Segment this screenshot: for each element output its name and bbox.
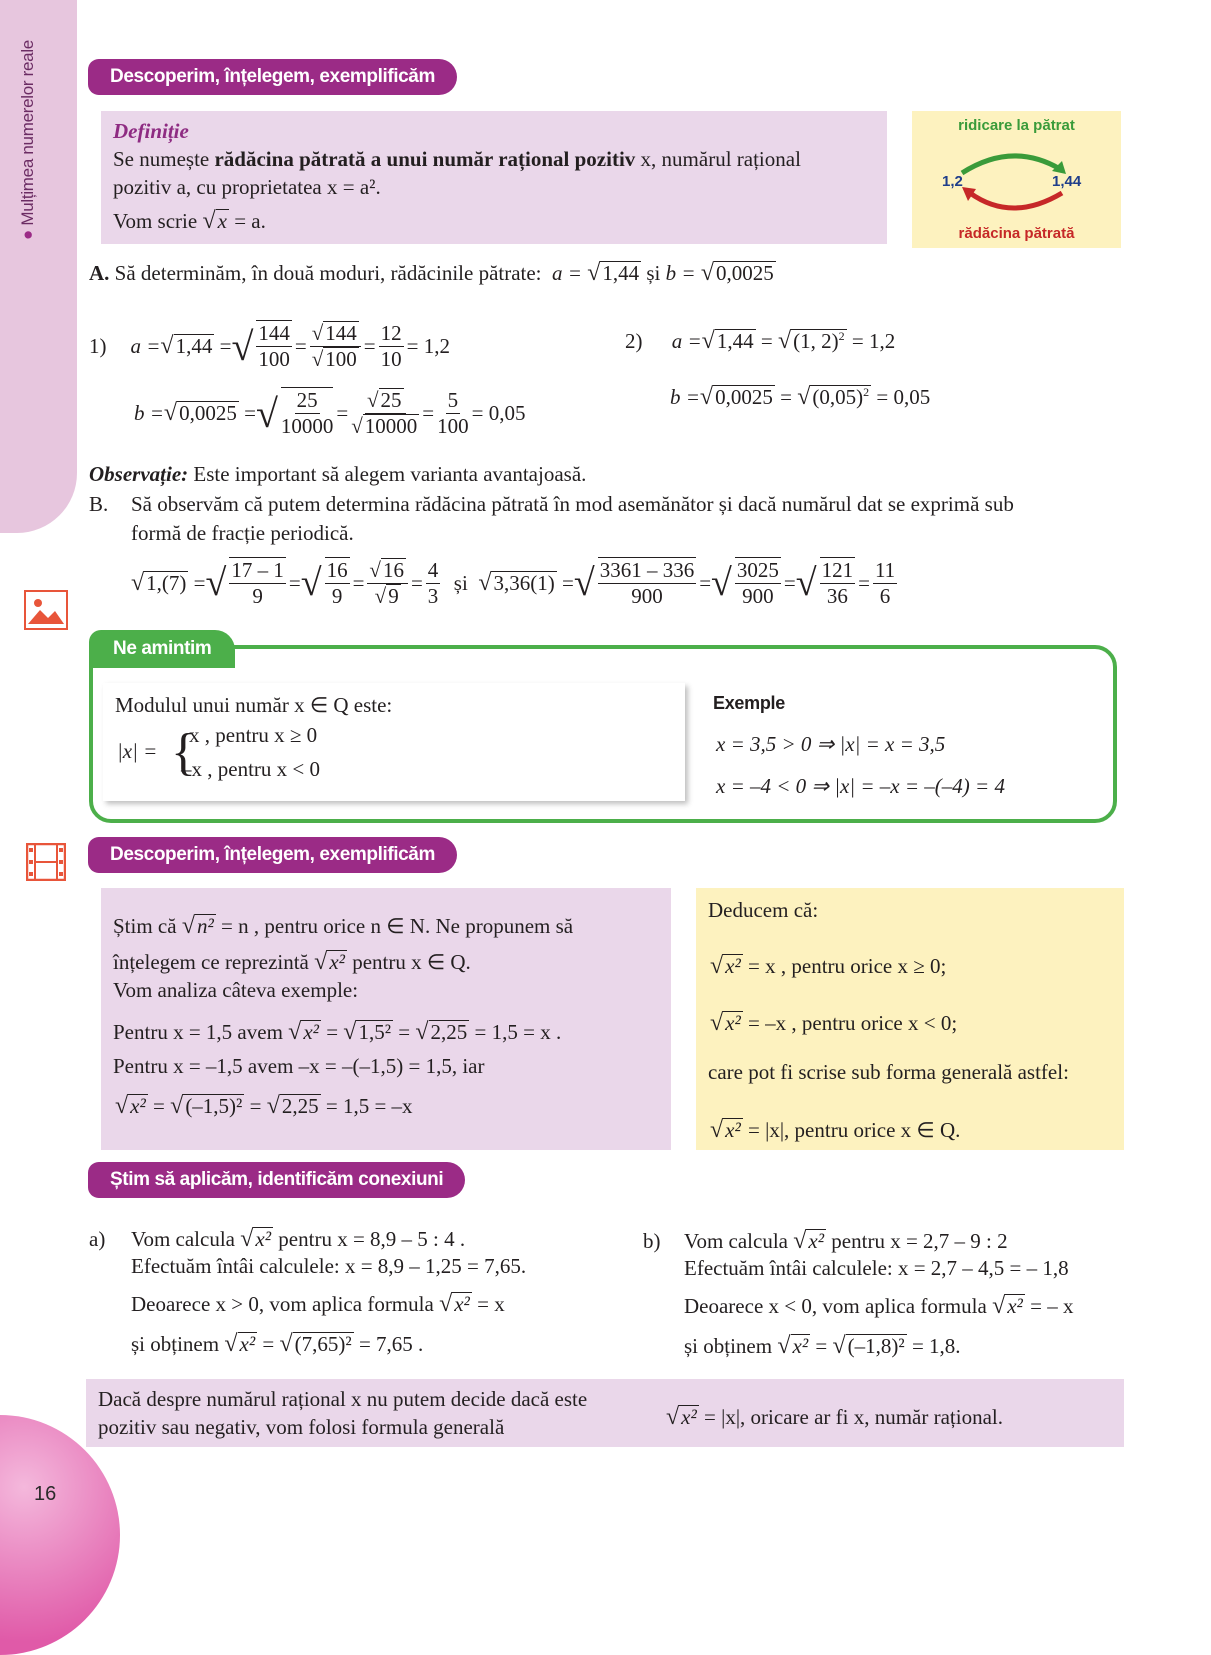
example-a-label: a) (89, 1227, 106, 1251)
modulus-lhs: |x| = (117, 739, 158, 763)
definition-title: Definiție (113, 119, 189, 143)
section-heading-3: Știm să aplicăm, identificăm conexiuni (88, 1162, 465, 1198)
method-1-b: b = √ 0,0025 = √ $\frac{25}{10000}$ = $\frac{√25}{√10000}$ = $\frac{5}{100}$ = 0,05 (134, 387, 526, 438)
method-1-a: 1) a = √ 1,44 = √ $\frac{144}{100}$ = $\frac{√144}{√100}$ = $\frac{12}{10}$ = 1,2 (89, 320, 450, 371)
modulus-definition (103, 683, 685, 801)
deduction-line-4: care pot fi scrise sub forma generală astfel: (708, 1060, 1069, 1084)
general-formula-note (86, 1379, 1124, 1447)
sqrt-x-squared-explanation (101, 888, 671, 1150)
examples-title: Exemple (713, 693, 785, 713)
part-b-examples: √ 1,(7) = √ $\frac{17 - 1}{9}$ = √ $\frac{16}{9}$ = $\frac{√16}{√9}$ = $\frac{4}{3}$ și √ 3,36(1) = √ $\frac{3361 - 336}{900}$ = √ $\frac{3025}{900}$ = √ $\frac{121}{36}$ = $\frac{11}{6}$ (131, 557, 896, 608)
deduction-line-5: √x² = |x|, pentru orice x ∈ Q. (710, 1117, 961, 1143)
remember-heading: Ne amintim (89, 630, 235, 668)
example-a-line-1: Vom calcula √x² pentru x = 8,9 – 5 : 4 . (131, 1226, 466, 1252)
note-formula: √x² = |x|, oricare ar fi x, număr rațional. (666, 1404, 1004, 1430)
chapter-sidebar (0, 0, 77, 533)
brace: { (171, 724, 196, 781)
example-b-line-1: Vom calcula √x² pentru x = 2,7 – 9 : 2 (684, 1228, 1008, 1254)
deduction-line-2: √x² = x , pentru orice x ≥ 0; (710, 953, 947, 979)
definition-box (101, 111, 887, 244)
example-a-line-2: Efectuăm întâi calculele: x = 8,9 – 1,25 = 7,65. (131, 1254, 527, 1278)
modulus-intro: Modulul unui număr x ∈ Q este: (115, 693, 393, 717)
method-2-a: 2) a =√1,44 = √(1, 2)$^2$ = 1,2 (625, 328, 896, 354)
modulus-case-1: x , pentru x ≥ 0 (189, 723, 318, 747)
explanation-line-5: Pentru x = –1,5 avem –x = –(–1,5) = 1,5, iar (113, 1054, 485, 1078)
diagram-top-label: ridicare la pătrat (958, 117, 1075, 134)
example-b-label: b) (643, 1229, 661, 1253)
section-heading-1: Descoperim, înțelegem, exemplificăm (88, 59, 457, 95)
square-root-diagram (912, 111, 1121, 248)
example-1: x = 3,5 > 0 ⇒ |x| = x = 3,5 (716, 732, 946, 756)
part-a-statement: A. Să determinăm, în două moduri, rădăcinile pătrate: a = √1,44 și b = √0,0025 (89, 260, 774, 286)
note-line-1: Dacă despre numărul rațional x nu putem decide dacă este (98, 1387, 588, 1411)
chapter-title: ● Mulțimea numerelor reale (18, 40, 37, 240)
explanation-line-4: Pentru x = 1,5 avem √x² = √1,5² = √2,25 = 1,5 = x . (113, 1019, 562, 1045)
section-heading-2: Descoperim, înțelegem, exemplificăm (88, 837, 457, 873)
method-2-b: $b =√0,0025 = √(0,05)^2 = 0,05$ (670, 384, 931, 410)
example-2: x = –4 < 0 ⇒ |x| = –x = –(–4) = 4 (716, 774, 1005, 798)
explanation-line-1: Știm că √n² = n , pentru orice n ∈ N. Ne propunem să (113, 913, 574, 939)
deduction-line-3: √x² = –x , pentru orice x < 0; (710, 1010, 958, 1036)
modulus-case-2: –x , pentru x < 0 (181, 757, 320, 781)
example-a-line-3: Deoarece x > 0, vom aplica formula √x² = x (131, 1291, 505, 1317)
diagram-left-value: 1,2 (942, 173, 963, 190)
explanation-line-6: √x² = √(–1,5)² = √2,25 = 1,5 = –x (115, 1093, 413, 1119)
definition-line-1: Se numește rădăcina pătrată a unui număr rațional pozitiv x, numărul rațional (113, 147, 801, 171)
film-icon[interactable] (26, 843, 66, 881)
explanation-line-3: Vom analiza câteva exemple: (113, 978, 359, 1002)
example-a-line-4: și obținem √x² = √(7,65)² = 7,65 . (131, 1331, 424, 1357)
part-b-label: B. (89, 492, 109, 516)
example-b-line-2: Efectuăm întâi calculele: x = 2,7 – 4,5 = – 1,8 (684, 1256, 1069, 1280)
diagram-right-value: 1,44 (1052, 173, 1082, 190)
observation: Observație: Este important să alegem varianta avantajoasă. (89, 462, 587, 486)
definition-line-3: Vom scrie √x = a. (113, 208, 266, 234)
definition-line-2: pozitiv a, cu proprietatea x = a². (113, 175, 381, 199)
deduction-box (696, 888, 1124, 1150)
diagram-bottom-label: rădăcina pătrată (958, 225, 1075, 242)
explanation-line-2: înțelegem ce reprezintă √x² pentru x ∈ Q. (113, 949, 471, 975)
example-b-line-4: și obținem √x² = √(–1,8)² = 1,8. (684, 1333, 961, 1359)
page-number: 16 (34, 1483, 57, 1505)
example-b-line-3: Deoarece x < 0, vom aplica formula √x² = – x (684, 1293, 1074, 1319)
deduction-line-1: Deducem că: (708, 898, 819, 922)
part-b-line-1: Să observăm că putem determina rădăcina pătrată în mod asemănător și dacă numărul dat se exprimă sub (131, 492, 1014, 516)
corner-decoration (0, 1415, 120, 1655)
image-icon[interactable] (24, 590, 68, 630)
part-b-line-2: formă de fracție periodică. (131, 521, 354, 545)
note-line-2: pozitiv sau negativ, vom folosi formula generală (98, 1415, 505, 1439)
